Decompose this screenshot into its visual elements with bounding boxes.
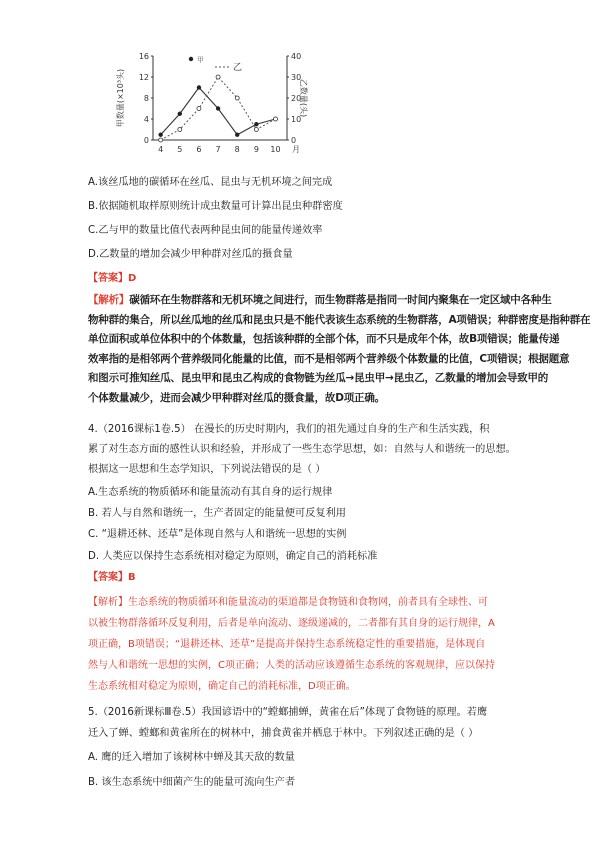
q3-option-c: C.乙与甲的数量比值代表两种昆虫间的能量传递效率 — [88, 225, 323, 236]
left-tick-label: 16 — [138, 52, 149, 61]
analysis-line-4: 效率指的是相邻两个营养级同化能量的比值，而不是相邻两个营养级个体数量的比值，C项错误；根据题意 — [88, 352, 570, 365]
analysis-line-5: 和图示可推知丝瓜、昆虫甲和昆虫乙构成的食物链为丝瓜→昆虫甲→昆虫乙，乙数量的增加会导致甲的 — [88, 372, 549, 384]
answer-value: D — [128, 273, 137, 284]
q4-analysis — [88, 592, 495, 697]
series-jia-point — [235, 133, 239, 137]
q4-stem-2: 累了对生态方面的感性认识和经验，并形成了一些生态学思想，如：自然与人和谐统一的思想。 — [88, 444, 516, 455]
x-tick-label: 9 — [253, 145, 259, 154]
left-tick-label: 8 — [143, 94, 149, 103]
analysis-line-3: 单位面积或单位体积中的个体数量，包括该种群的全部个体，而不只是成年个体，故B项错误；能量传递 — [88, 333, 560, 345]
q5-option-b: B. 该生态系统中细菌产生的能量可流向生产者 — [88, 777, 296, 788]
left-tick-label: 4 — [143, 115, 149, 124]
series-yi-point — [178, 128, 182, 132]
series-jia-point — [216, 106, 220, 110]
left-tick-label: 12 — [138, 73, 149, 82]
q4-analysis-line-1 — [88, 592, 495, 613]
series-yi-point — [254, 128, 258, 132]
analysis-text: 生态系统的物质循环和能量流动的渠道都是食物链和食物网，前者具有全球性、可 — [128, 597, 488, 608]
series-yi-point — [235, 96, 239, 100]
series-jia-point — [197, 85, 201, 89]
q4-analysis-line-5: 生态系统相对稳定为原则，确定自己的消耗标准，D项正确。 — [88, 681, 356, 692]
answer-value: B — [128, 572, 136, 583]
q4-option-c: C. “退耕还林、还草”是体现自然与人和谐统一思想的实例 — [88, 529, 347, 540]
analysis-line-1 — [88, 291, 558, 311]
series-jia-point — [158, 133, 162, 137]
q4-option-a: A.生态系统的物质循环和能量流动有其自身的运行规律 — [88, 487, 333, 498]
q4-option-d: D. 人类应以保持生态系统相对稳定为原则，确定自己的消耗标准 — [88, 551, 378, 562]
analysis-line-2: 物种群的集合，所以丝瓜地的丝瓜和昆虫只是不能代表该生态系统的生物群落，A项错误；种群密度是指种群在 — [88, 313, 591, 326]
x-tick-label: 6 — [196, 145, 202, 154]
analysis-tag: 【解析】 — [88, 294, 130, 306]
left-tick-labels — [139, 52, 153, 145]
x-tick-label: 10 — [270, 145, 281, 154]
q4-analysis-line-2: 以被生物群落循环反复利用，后者是单向流动、逐级递减的，二者都有其自身的运行规律，A — [88, 618, 495, 629]
analysis-text: 碳循环在生物群落和无机环境之间进行，而生物群落是指同一时间内聚集在一定区域中各种生 — [129, 294, 552, 306]
left-tick-label: 0 — [143, 136, 149, 145]
q5-option-a: A. 鹰的迁入增加了该树林中蝉及其天敌的数量 — [88, 752, 295, 763]
x-tick-labels — [158, 145, 280, 154]
q4-answer — [88, 571, 136, 585]
q4-stem-1: 4.（2016课标1卷.5） 在漫长的历史时期内，我们的祖先通过自身的生产和生活实践，积 — [88, 424, 490, 435]
answer-tag: 【答案】 — [88, 572, 128, 583]
right-tick-label: 30 — [291, 73, 302, 82]
x-tick-label: 8 — [234, 145, 240, 154]
x-unit-label: 月 — [292, 145, 300, 154]
q4-analysis-line-4: 然与人和谐统一思想的实例，C项正确；人类的活动应该遵循生态系统的客观规律，应以保持 — [88, 660, 495, 671]
chart-series — [158, 57, 277, 142]
series-yi-point — [197, 107, 201, 111]
right-tick-label: 0 — [291, 136, 297, 145]
series-jia-point — [254, 122, 258, 126]
x-tick-label: 4 — [158, 145, 164, 154]
q3-analysis — [88, 291, 591, 408]
q5-stem-2: 迁入了蝉、螳螂和黄雀所在的树林中，捕食黄雀并栖息于林中。下列叙述正确的是（ ） — [88, 728, 479, 739]
right-tick-label: 40 — [291, 52, 302, 61]
x-tick-label: 5 — [177, 145, 183, 154]
q3-answer — [88, 272, 136, 286]
right-tick-label: 20 — [291, 94, 302, 103]
q3-option-a: A.该丝瓜地的碳循环在丝瓜、昆虫与无机环境之间完成 — [88, 177, 333, 188]
q3-option-b: B.依据随机取样原则统计成虫数量可计算出昆虫种群密度 — [88, 201, 343, 212]
q4-stem-3: 根据这一思想和生态学知识，下列说法错误的是（ ） — [88, 464, 326, 475]
population-chart — [115, 48, 308, 166]
analysis-tag: 【解析】 — [88, 597, 128, 608]
analysis-line-6: 个体数量减少，进而会减少甲种群对丝瓜的摄食量，故D项正确。 — [88, 391, 385, 404]
q5-stem-1: 5.（2016新课标Ⅲ卷.5）我国谚语中的“螳螂捕蝉，黄雀在后”体现了食物链的原理。若鹰 — [88, 707, 488, 718]
right-tick-label: 10 — [291, 115, 302, 124]
right-axis-label: 乙数量(头) — [299, 78, 308, 118]
line-chart-svg — [115, 48, 308, 166]
answer-tag: 【答案】 — [88, 273, 128, 284]
legend-jia: 甲 — [197, 56, 204, 64]
series-yi-point — [159, 138, 163, 142]
q4-option-b: B. 若人与自然和谐统一，生产者固定的能量便可反复利用 — [88, 508, 346, 519]
q3-option-d: D.乙数量的增加会减少甲种群对丝瓜的摄食量 — [88, 249, 293, 260]
series-yi-point — [274, 117, 278, 121]
legend-yi: 乙 — [233, 63, 243, 73]
legend-jia-mark — [189, 57, 193, 61]
q4-analysis-line-3: 项正确，B项错误；“退耕还林、还草”是提高并保持生态系统稳定性的重要措施，是体现自 — [88, 639, 486, 650]
series-jia-point — [178, 112, 182, 116]
series-jia-line — [161, 88, 276, 135]
x-tick-label: 7 — [215, 145, 221, 154]
left-axis-label: 甲数量(×10³头) — [116, 68, 125, 128]
series-yi-point — [216, 75, 220, 79]
